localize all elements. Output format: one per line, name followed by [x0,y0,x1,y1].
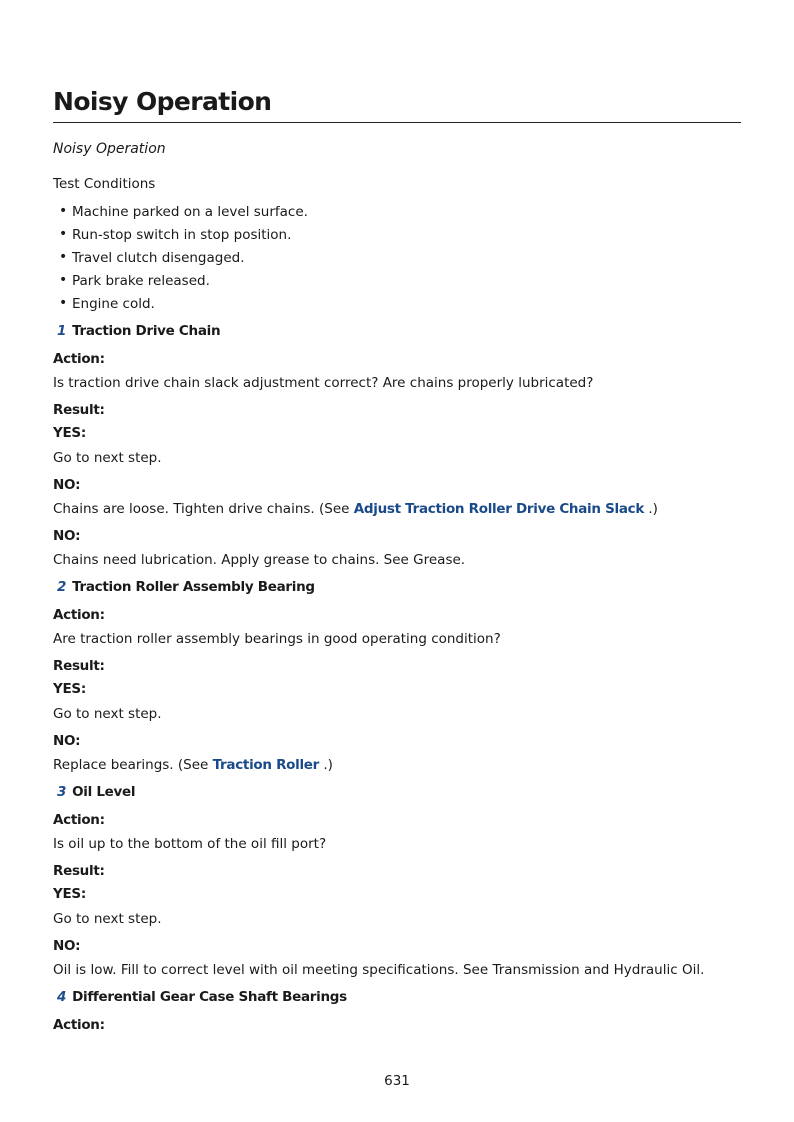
list-item: • Machine parked on a level surface. [53,203,308,226]
adjust-chain-slack-link[interactable]: Adjust Traction Roller Drive Chain Slack [353,501,645,517]
step-name: Oil Level [72,784,136,800]
yes-text: Go to next step. [53,450,162,466]
action-label: Action: [53,812,105,828]
step-name: Traction Roller Assembly Bearing [72,579,315,595]
no-text-suffix: .) [644,501,658,517]
yes-text: Go to next step. [53,706,162,722]
action-text: Is oil up to the bottom of the oil fill port? [53,836,327,852]
section-subtitle: Noisy Operation [53,141,166,157]
action-text: Is traction drive chain slack adjustment correct? Are chains properly lubricated? [53,375,594,391]
test-conditions-list [53,203,308,318]
no-label: NO: [53,938,81,954]
step-name: Differential Gear Case Shaft Bearings [72,989,347,1005]
result-label: Result: [53,863,105,879]
action-label: Action: [53,1017,105,1033]
step-heading-1 [57,323,220,339]
no-label: NO: [53,477,81,493]
no-text: Oil is low. Fill to correct level with oil meeting specifications. See Transmission and Hydraulic Oil. [53,962,705,978]
page-title: Noisy Operation [53,86,741,123]
no-text: Chains need lubrication. Apply grease to chains. See Grease. [53,552,466,568]
list-item: • Run-stop switch in stop position. [53,226,308,249]
step-number: 3 [57,784,67,800]
action-label: Action: [53,351,105,367]
page-number: 631 [384,1073,410,1089]
step-number: 2 [57,579,67,595]
step-number: 1 [57,323,67,339]
no-text [53,756,333,774]
yes-label: YES: [53,681,86,697]
list-item: • Park brake released. [53,272,308,295]
yes-label: YES: [53,425,86,441]
list-item: • Engine cold. [53,295,308,318]
traction-roller-link[interactable]: Traction Roller [212,757,320,773]
yes-text: Go to next step. [53,911,162,927]
no-text [53,500,658,518]
step-heading-3 [57,784,135,800]
step-number: 4 [57,989,67,1005]
step-heading-2 [57,579,315,595]
no-label: NO: [53,733,81,749]
no-text-suffix: .) [319,757,333,773]
list-item: • Travel clutch disengaged. [53,249,308,272]
action-label: Action: [53,607,105,623]
no-text-prefix: Chains are loose. Tighten drive chains. (See [53,501,354,517]
action-text: Are traction roller assembly bearings in good operating condition? [53,631,501,647]
no-label: NO: [53,528,81,544]
yes-label: YES: [53,886,86,902]
step-heading-4 [57,989,347,1005]
no-text-prefix: Replace bearings. (See [53,757,213,773]
result-label: Result: [53,658,105,674]
result-label: Result: [53,402,105,418]
step-name: Traction Drive Chain [72,323,221,339]
test-conditions-heading: Test Conditions [53,176,156,192]
